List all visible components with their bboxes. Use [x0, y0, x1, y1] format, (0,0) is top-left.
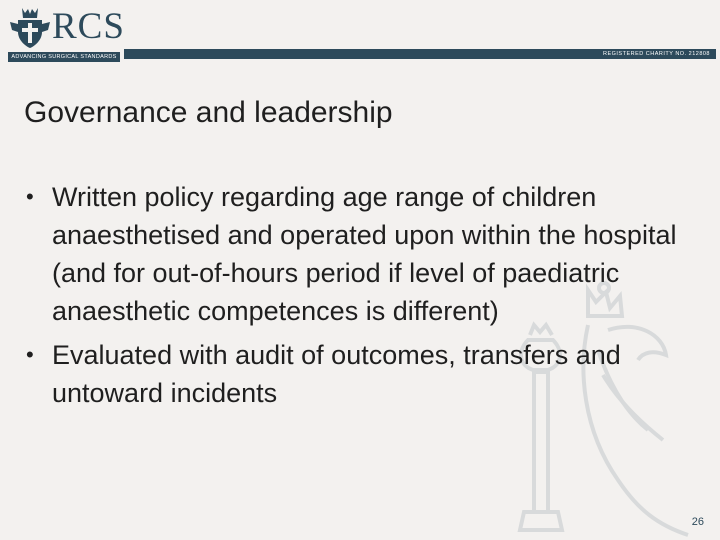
rcs-logo [8, 6, 125, 60]
bullet-icon: • [26, 342, 34, 367]
charity-number: REGISTERED CHARITY NO. 212808 [602, 51, 710, 57]
bullet-item [26, 336, 706, 412]
page-number: 26 [691, 516, 704, 528]
bullet-list [26, 178, 706, 418]
logo-wordmark: RCS [52, 6, 125, 47]
bullet-icon: • [26, 184, 34, 209]
bullet-text: Evaluated with audit of outcomes, transfers and untoward incidents [52, 340, 621, 408]
slide-title: Governance and leadership [24, 96, 393, 129]
bullet-text: Written policy regarding age range of children anaesthetised and operated upon within the hospital (and for out-of-hours period if level of paediatric anaesthetic competences is different) [52, 182, 677, 326]
logo-tagline: ADVANCING SURGICAL STANDARDS [8, 52, 120, 62]
header-bar [124, 49, 716, 59]
bullet-item [26, 178, 706, 330]
crest-icon [8, 6, 52, 50]
